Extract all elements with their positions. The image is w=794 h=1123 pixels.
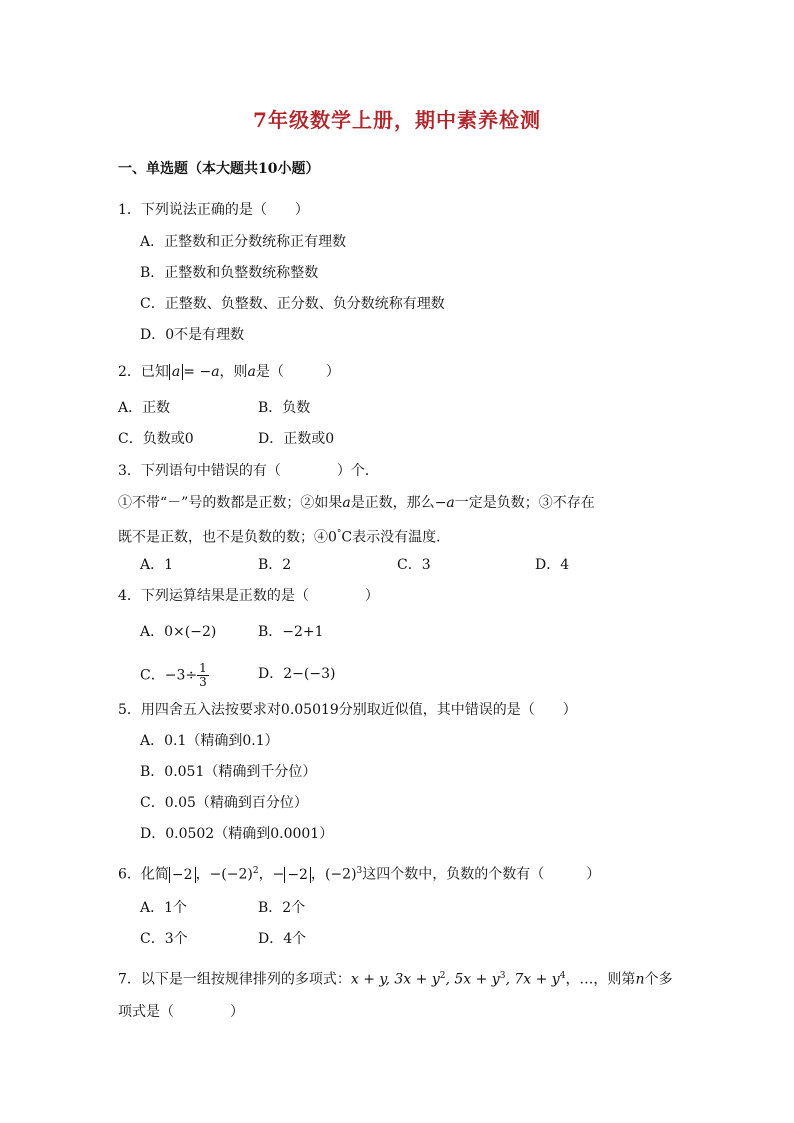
fraction-denominator: 3 bbox=[199, 675, 207, 689]
question-5-option-b: B．0.051（精确到千分位） bbox=[140, 764, 317, 780]
question-6-option-b: B．2个 bbox=[258, 900, 306, 916]
exponent-3: 3 bbox=[356, 866, 363, 876]
question-3-line-1-a: ①不带“－”号的数都是正数；②如果 bbox=[118, 495, 343, 511]
polynomial-3: , 7x + y bbox=[505, 971, 560, 988]
question-1-option-b: B．正整数和负整数统称整数 bbox=[140, 265, 319, 281]
question-2-prefix: 2．已知 bbox=[118, 364, 169, 380]
option-d-expression: 2−(−3) bbox=[283, 666, 336, 682]
question-6-stem bbox=[118, 861, 600, 885]
question-2-variable: a bbox=[247, 364, 256, 380]
question-2-stem bbox=[118, 362, 340, 382]
abs-expression-3: −2 bbox=[284, 867, 311, 883]
exponent: 3 bbox=[499, 971, 506, 981]
option-d-label: D． bbox=[258, 666, 284, 682]
question-2-option-b: B．负数 bbox=[258, 400, 311, 416]
question-1-option-a: A．正整数和正分数统称正有理数 bbox=[140, 234, 347, 250]
question-3-option-b: B．2 bbox=[258, 557, 292, 573]
question-3-option-a: A．1 bbox=[140, 557, 174, 573]
question-5-stem: 5．用四舍五入法按要求对0.05019分别取近似值，其中错误的是（ ） bbox=[118, 702, 577, 718]
option-c-label: C． bbox=[140, 667, 165, 684]
polynomial-2: , 5x + y bbox=[445, 971, 500, 988]
exponent: 4 bbox=[559, 971, 566, 981]
expression-4: (−2) bbox=[324, 866, 357, 883]
question-7-mid: ，…，则第 bbox=[565, 971, 636, 988]
question-7-prefix: 7．以下是一组按规律排列的多项式： bbox=[118, 971, 351, 988]
option-a-expression: 0×(−2) bbox=[164, 624, 217, 640]
question-3-line-1 bbox=[118, 493, 595, 513]
question-2-option-c: C．负数或0 bbox=[118, 431, 194, 447]
question-7-variable: n bbox=[635, 971, 645, 988]
question-3-variable: a bbox=[342, 495, 351, 511]
separator: ， bbox=[310, 866, 325, 883]
question-3-option-d: D．4 bbox=[535, 557, 570, 573]
degree-symbol: ° bbox=[336, 529, 342, 539]
question-2-equation: = −a bbox=[183, 364, 220, 380]
question-4-stem: 4．下列运算结果是正数的是（ ） bbox=[118, 588, 379, 604]
separator: ， bbox=[258, 866, 273, 883]
question-6-option-a: A．1个 bbox=[140, 900, 188, 916]
question-7-suffix: 个多 bbox=[644, 971, 673, 988]
question-5-option-a: A．0.1（精确到0.1） bbox=[140, 733, 279, 749]
separator: ， bbox=[195, 866, 210, 883]
question-2-mid: ，则 bbox=[219, 364, 248, 380]
question-4-option-a bbox=[140, 622, 216, 642]
fraction-numerator: 1 bbox=[199, 661, 207, 675]
question-6-option-d: D．4个 bbox=[258, 931, 307, 947]
question-4-option-c bbox=[140, 662, 209, 689]
question-1-stem: 1．下列说法正确的是（ ） bbox=[118, 202, 309, 218]
option-b-expression: −2+1 bbox=[282, 624, 324, 640]
exponent: 2 bbox=[439, 971, 446, 981]
question-5-option-d: D．0.0502（精确到0.0001） bbox=[140, 826, 334, 842]
section-heading: 一、单选题（本大题共10小题） bbox=[118, 161, 320, 177]
question-4-option-b bbox=[258, 622, 324, 642]
question-3-line-2 bbox=[118, 524, 450, 548]
option-c-expression: −3÷ bbox=[164, 667, 198, 684]
expression-2: −(−2) bbox=[209, 866, 253, 883]
question-3-option-c: C．3 bbox=[397, 557, 431, 573]
question-7-stem bbox=[118, 966, 672, 990]
question-6-prefix: 6．化简 bbox=[118, 866, 169, 883]
page-title: 7年级数学上册，期中素养检测 bbox=[253, 108, 541, 132]
question-2-suffix: 是（ ） bbox=[255, 364, 340, 380]
question-3-stem: 3．下列语句中错误的有（ ）个． bbox=[118, 463, 379, 479]
question-4-option-d bbox=[258, 664, 335, 684]
question-3-line-1-b: 是正数，那么 bbox=[350, 495, 435, 511]
expression-3-sign: − bbox=[272, 866, 285, 883]
exponent-2: 2 bbox=[252, 866, 259, 876]
question-3-negative: −a bbox=[434, 495, 455, 511]
question-3-line-2-b: C表示没有温度． bbox=[341, 529, 451, 546]
option-a-label: A． bbox=[140, 624, 165, 640]
question-3-line-1-c: 一定是负数；③不存在 bbox=[454, 495, 595, 511]
question-5-option-c: C．0.05（精确到百分位） bbox=[140, 795, 308, 811]
fraction bbox=[197, 662, 209, 689]
abs-negative-two: −2 bbox=[169, 867, 196, 883]
question-3-line-2-a: 既不是正数，也不是负数的数；④0 bbox=[118, 529, 337, 546]
question-6-suffix: 这四个数中，负数的个数有（ ） bbox=[362, 866, 601, 883]
abs-value: a bbox=[169, 364, 183, 380]
question-1-option-c: C．正整数、负整数、正分数、负分数统称有理数 bbox=[140, 296, 445, 312]
question-6-option-c: C．3个 bbox=[140, 931, 188, 947]
question-2-option-d: D．正数或0 bbox=[258, 431, 335, 447]
question-1-option-d: D．0不是有理数 bbox=[140, 327, 245, 343]
option-b-label: B． bbox=[258, 624, 283, 640]
question-7-line-2: 项式是（ ） bbox=[118, 1004, 244, 1020]
question-2-option-a: A．正数 bbox=[118, 400, 171, 416]
polynomial-1: x + y, 3x + y bbox=[350, 971, 440, 988]
